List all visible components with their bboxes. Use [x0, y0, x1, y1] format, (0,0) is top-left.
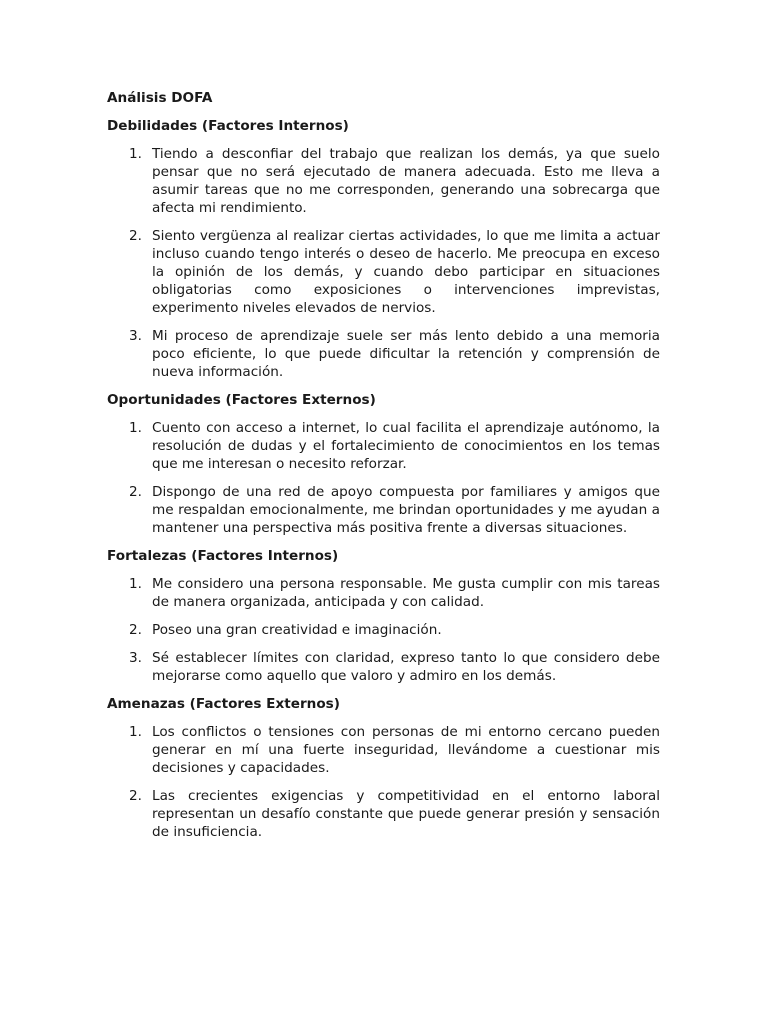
list-item — [107, 145, 660, 217]
section-heading-debilidades: Debilidades (Factores Internos) — [107, 118, 349, 134]
list-item — [107, 575, 660, 611]
list-item — [107, 327, 660, 381]
list-item — [107, 723, 660, 777]
list-fortalezas — [107, 575, 660, 685]
list-item-text: Cuento con acceso a internet, lo cual facilita el aprendizaje autónomo, la resolución de dudas y el fortalecimiento de conocimientos en los temas que me interesan o necesito reforzar. — [152, 420, 660, 472]
section-heading-fortalezas: Fortalezas (Factores Internos) — [107, 548, 339, 564]
list-amenazas — [107, 723, 660, 841]
list-number: 2. — [129, 788, 142, 804]
document-page — [107, 89, 660, 851]
list-number: 1. — [129, 420, 142, 436]
list-item-text: Poseo una gran creatividad e imaginación. — [152, 622, 442, 638]
list-number: 2. — [129, 622, 142, 638]
list-debilidades — [107, 145, 660, 381]
list-number: 2. — [129, 228, 142, 244]
list-item-text: Mi proceso de aprendizaje suele ser más lento debido a una memoria poco eficiente, lo que puede dificultar la retención y comprensión de nueva información. — [152, 328, 660, 380]
list-oportunidades — [107, 419, 660, 537]
list-number: 1. — [129, 576, 142, 592]
list-item-text: Tiendo a desconfiar del trabajo que realizan los demás, ya que suelo pensar que no será ejecutado de manera adecuada. Esto me lleva a asumir tareas que no me corresponden, generando una sobrecarga que afecta mi rendimiento. — [152, 146, 660, 216]
list-number: 2. — [129, 484, 142, 500]
list-item-text: Me considero una persona responsable. Me gusta cumplir con mis tareas de manera organizada, anticipada y con calidad. — [152, 576, 660, 610]
list-item — [107, 227, 660, 317]
list-item-text: Las crecientes exigencias y competitividad en el entorno laboral representan un desafío constante que puede generar presión y sensación de insuficiencia. — [152, 788, 660, 840]
list-item-text: Sé establecer límites con claridad, expreso tanto lo que considero debe mejorarse como aquello que valoro y admiro en los demás. — [152, 650, 660, 684]
list-item-text: Siento vergüenza al realizar ciertas actividades, lo que me limita a actuar incluso cuando tengo interés o deseo de hacerlo. Me preocupa en exceso la opinión de los demás, y cuando debo participar en situaciones obligatorias como exposiciones o intervenciones imprevistas, experimento niveles elevados de nervios. — [152, 228, 660, 316]
list-number: 1. — [129, 146, 142, 162]
list-item-text: Dispongo de una red de apoyo compuesta por familiares y amigos que me respaldan emocionalmente, me brindan oportunidades y me ayudan a mantener una perspectiva más positiva frente a diversas situaciones. — [152, 484, 660, 536]
document-title: Análisis DOFA — [107, 90, 213, 106]
list-number: 3. — [129, 328, 142, 344]
list-item — [107, 787, 660, 841]
list-item — [107, 483, 660, 537]
list-item — [107, 649, 660, 685]
list-item-text: Los conflictos o tensiones con personas de mi entorno cercano pueden generar en mí una fuerte inseguridad, llevándome a cuestionar mis decisiones y capacidades. — [152, 724, 660, 776]
list-number: 3. — [129, 650, 142, 666]
list-item — [107, 621, 660, 639]
list-item — [107, 419, 660, 473]
section-heading-amenazas: Amenazas (Factores Externos) — [107, 696, 340, 712]
section-heading-oportunidades: Oportunidades (Factores Externos) — [107, 392, 376, 408]
list-number: 1. — [129, 724, 142, 740]
